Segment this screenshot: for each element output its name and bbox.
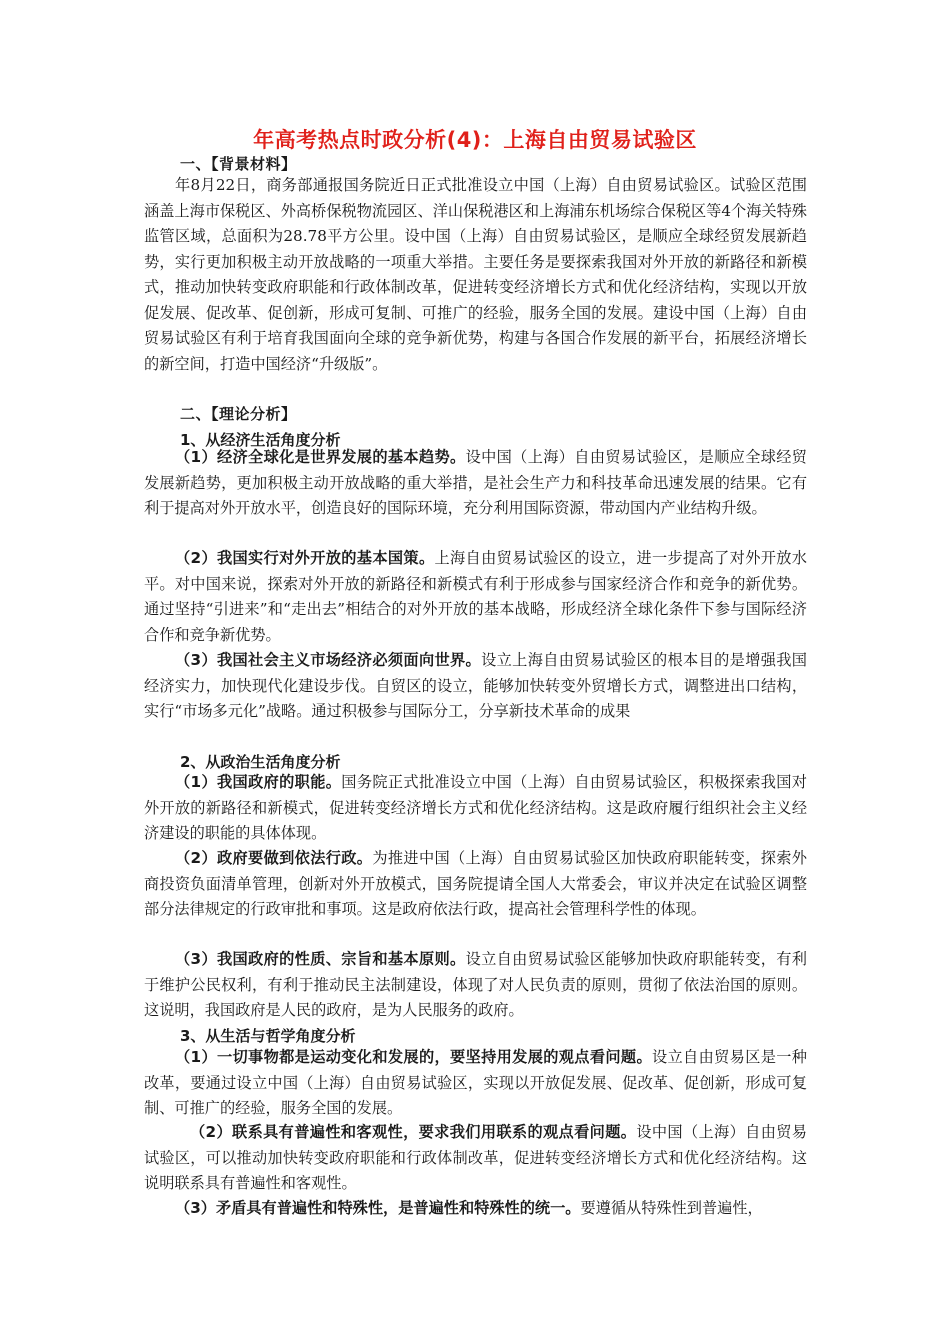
document-title: 年高考热点时政分析(4)：上海自由贸易试验区 <box>253 128 697 152</box>
philosophy-paragraph-3 <box>144 1196 807 1222</box>
political-point-1: （1）我国政府的职能。 <box>175 773 342 791</box>
subheading-economic: 1、从经济生活角度分析 <box>180 431 341 449</box>
economic-paragraph-2 <box>144 546 807 648</box>
political-paragraph-2 <box>144 846 807 923</box>
economic-point-1: （1）经济全球化是世界发展的基本趋势。 <box>175 448 466 466</box>
philosophy-text-2: 设中国（上海）自由贸易试验区，可以推动加快转变政府职能和行政体制改革，促进转变经济增长方式和优化经济结构。这说明联系具有普遍性和客观性。 <box>144 1123 807 1192</box>
economic-paragraph-3 <box>144 648 807 725</box>
economic-text-1: 设中国（上海）自由贸易试验区，是顺应全球经贸发展新趋势，更加积极主动开放战略的重大举措，是社会生产力和科技革命迅速发展的结果。它有利于提高对外开放水平，创造良好的国际环境，充分利用国际资源，带动国内产业结构升级。 <box>144 448 807 517</box>
political-text-3: 设立自由贸易试验区能够加快政府职能转变，有利于维护公民权利，有利于推动民主法制建设，体现了对人民负责的原则，贯彻了依法治国的原则。这说明，我国政府是人民的政府，是为人民服务的政府。 <box>144 950 807 1019</box>
section-heading-background: 一、【背景材料】 <box>180 155 297 173</box>
economic-text-2: 上海自由贸易试验区的设立，进一步提高了对外开放水平。对中国来说，探索对外开放的新路径和新模式有利于形成参与国家经济合作和竞争的新优势。通过坚持“引进来”和“走出去”相结合的对外开放的基本战略，形成经济全球化条件下参与国际经济合作和竞争新优势。 <box>144 549 807 644</box>
political-text-2: 为推进中国（上海）自由贸易试验区加快政府职能转变，探索外商投资负面清单管理，创新对外开放模式，国务院提请全国人大常委会，审议并决定在试验区调整部分法律规定的行政审批和事项。这是政府依法行政，提高社会管理科学性的体现。 <box>144 849 807 918</box>
philosophy-point-1: （1）一切事物都是运动变化和发展的，要坚持用发展的观点看问题。 <box>175 1048 652 1066</box>
economic-paragraph-1 <box>144 445 807 522</box>
economic-text-3: 设立上海自由贸易试验区的根本目的是增强我国经济实力，加快现代化建设步伐。自贸区的设立，能够加快转变外贸增长方式，调整进出口结构，实行“市场多元化”战略。通过积极参与国际分工，分享新技术革命的成果 <box>144 651 807 720</box>
economic-point-3: （3）我国社会主义市场经济必须面向世界。 <box>175 651 482 669</box>
economic-point-2: （2）我国实行对外开放的基本国策。 <box>175 549 435 567</box>
philosophy-text-3: 要遵循从特殊性到普遍性， <box>580 1199 763 1217</box>
philosophy-point-2: （2）联系具有普遍性和客观性，要求我们用联系的观点看问题。 <box>190 1123 637 1141</box>
philosophy-text-1: 设立自由贸易区是一种改革，要通过设立中国（上海）自由贸易试验区，实现以开放促发展、促改革、促创新，形成可复制、可推广的经验，服务全国的发展。 <box>144 1048 807 1117</box>
philosophy-paragraph-2 <box>144 1120 807 1197</box>
background-paragraph: 年8月22日，商务部通报国务院近日正式批准设立中国（上海）自由贸易试验区。试验区范围涵盖上海市保税区、外高桥保税物流园区、洋山保税港区和上海浦东机场综合保税区等4个海关特殊监管区域，总面积为28.78平方公里。设中国（上海）自由贸易试验区，是顺应全球经贸发展新趋势，实行更加积极主动开放战略的一项重大举措。主要任务是要探索我国对外开放的新路径和新模式，推动加快转变政府职能和行政体制改革，促进转变经济增长方式和优化经济结构，实现以开放促发展、促改革、促创新，形成可复制、可推广的经验，服务全国的发展。建设中国（上海）自由贸易试验区有利于培育我国面向全球的竞争新优势，构建与各国合作发展的新平台，拓展经济增长的新空间，打造中国经济“升级版”。 <box>144 176 807 373</box>
philosophy-point-3: （3）矛盾具有普遍性和特殊性，是普遍性和特殊性的统一。 <box>175 1199 581 1217</box>
subheading-philosophy: 3、从生活与哲学角度分析 <box>180 1027 356 1045</box>
political-paragraph-1 <box>144 770 807 847</box>
subheading-political: 2、从政治生活角度分析 <box>180 753 341 771</box>
section-heading-theory: 二、【理论分析】 <box>180 405 297 423</box>
political-point-2: （2）政府要做到依法行政。 <box>175 849 373 867</box>
political-point-3: （3）我国政府的性质、宗旨和基本原则。 <box>175 950 466 968</box>
political-paragraph-3 <box>144 947 807 1024</box>
philosophy-paragraph-1 <box>144 1045 807 1122</box>
political-text-1: 国务院正式批准设立中国（上海）自由贸易试验区，积极探索我国对外开放的新路径和新模式，促进转变经济增长方式和优化经济结构。这是政府履行组织社会主义经济建设的职能的具体体现。 <box>144 773 807 842</box>
